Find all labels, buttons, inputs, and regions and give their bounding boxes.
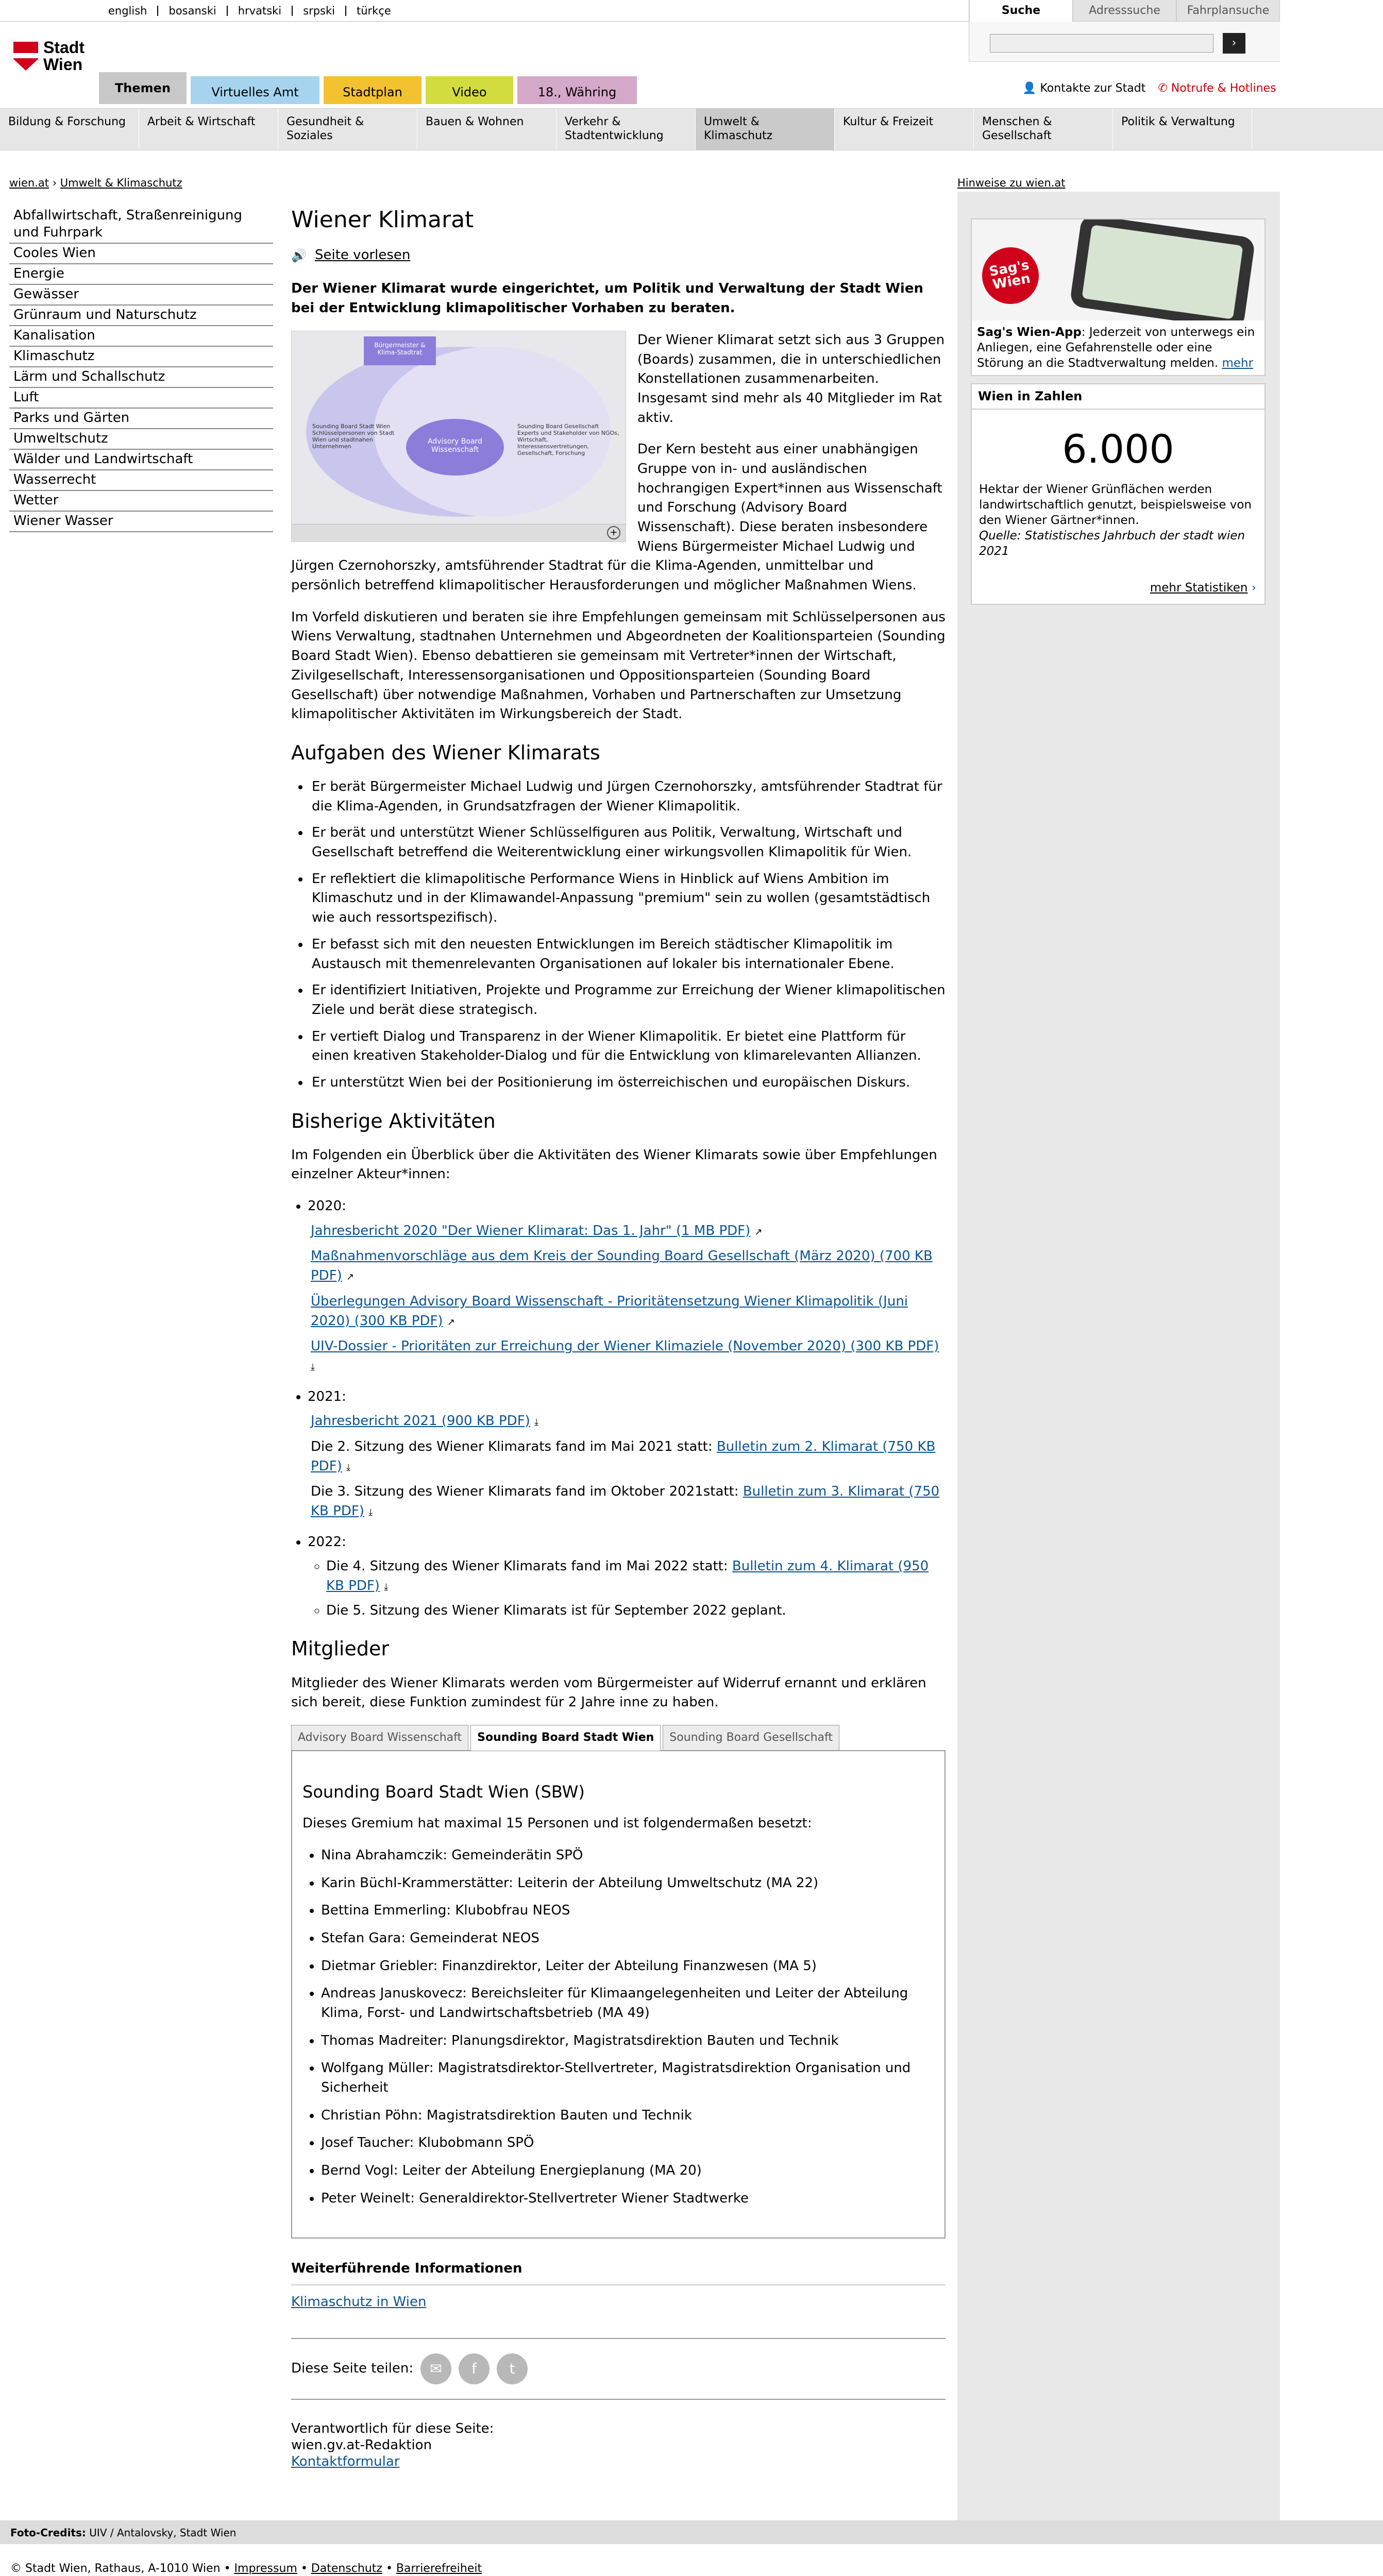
sags-title: Sag's Wien-App — [977, 326, 1082, 339]
aufgaben-list — [310, 777, 946, 1093]
pdf-link[interactable]: Bulletin zum 3. Klimarat (750 KB PDF) — [311, 1484, 940, 1519]
copyright-line: © Stadt Wien, Rathaus, A-1010 Wien • Impressum • Datenschutz • Barrierefreiheit — [10, 2562, 482, 2575]
sidebar-item[interactable]: Wetter — [9, 491, 273, 512]
sidebar-item[interactable]: Gewässer — [9, 285, 273, 306]
diagram-left-label: Sounding Board Stadt Wien Schlüsselpersonen von Stadt Wien und stadtnahen Unternehmen — [312, 422, 395, 450]
zahlen-number: 6.000 — [1062, 426, 1174, 472]
service-pills — [99, 76, 637, 104]
further-info-title: Weiterführende Informationen — [291, 2259, 946, 2286]
zahlen-text: Hektar der Wiener Grünflächen werden landwirtschaftlich genutzt, beispielsweise von den Wiener Gärtner*innen. — [979, 482, 1252, 527]
mail-share-icon[interactable]: ✉ — [420, 2353, 451, 2384]
paragraph: Im Folgenden ein Überblick über die Aktivitäten des Wiener Klimarats sowie über Empfehlungen einzelner Akteur*innen: — [291, 1147, 937, 1182]
nav-gesundheit[interactable]: Gesundheit & Soziales — [278, 109, 417, 150]
diagram-right-label: Sounding Board Gesellschaft Experts und Stakeholder von NGOs, Wirtschaft, Interessensvertretungen, Gesellschaft, Forschung — [517, 422, 619, 456]
download-icon: ⤓ — [384, 1582, 389, 1593]
responsible-label: Verantwortlich für diese Seite: — [291, 2420, 494, 2436]
list-item: • Er berät und unterstützt Wiener Schlüsselfiguren aus Politik, Verwaltung, Wirtschaft und Gesellschaft betreffend die Weiterentwicklung einer wirkungsvollen Klimapolitik für Wien. — [310, 823, 946, 862]
credits-label: Foto-Credits: — [10, 2527, 86, 2539]
download-icon: ⤓ — [346, 1462, 351, 1473]
breadcrumb-separator-icon: › — [52, 177, 60, 189]
member-item: • Nina Abrahamczik: Gemeinderätin SPÖ — [321, 1846, 934, 1866]
copyright: © Stadt Wien, Rathaus, A-1010 Wien — [10, 2562, 221, 2575]
member-item: • Andreas Januskovecz: Bereichsleiter für Klimaangelegenheiten und Leiter der Abteilung Klima, Forst- und Landwirtschaftsbetrieb (MA 49) — [321, 1984, 934, 2023]
member-item: • Stefan Gara: Gemeinderat NEOS — [321, 1929, 934, 1948]
member-item: • Josef Taucher: Klubobmann SPÖ — [321, 2133, 934, 2153]
external-link-icon: ↗ — [346, 1272, 355, 1283]
sags-wien-badge: Sag's Wien — [977, 243, 1043, 308]
sitzung-text: ◦ Die 5. Sitzung des Wiener Klimarats ist für September 2022 geplant. — [326, 1601, 946, 1621]
section-heading-aufgaben: Aufgaben des Wiener Klimarats — [291, 741, 600, 764]
responsible-name: wien.gv.at-Redaktion — [291, 2437, 432, 2453]
sitzung-text: Die 4. Sitzung des Wiener Klimarats fand im Mai 2022 statt: — [326, 1558, 732, 1574]
search-submit-button[interactable]: › — [1223, 33, 1245, 54]
logo-line-1: Stadt — [43, 38, 85, 57]
section-heading-mitglieder: Mitglieder — [291, 1637, 389, 1660]
external-link-icon: ↗ — [447, 1316, 455, 1328]
year-2022 — [308, 1533, 946, 1621]
stadt-wien-logo[interactable] — [13, 39, 85, 73]
right-column — [957, 192, 1280, 2520]
member-item: • Bettina Emmerling: Klubobfrau NEOS — [321, 1901, 934, 1921]
member-item: • Dietmar Griebler: Finanzdirektor, Leiter der Abteilung Finanzwesen (MA 5) — [321, 1957, 934, 1976]
year-2020 — [308, 1197, 946, 1376]
nav-politik[interactable]: Politik & Verwaltung — [1113, 109, 1252, 150]
twitter-share-icon[interactable]: t — [497, 2353, 528, 2384]
year-label: • 2022: — [308, 1534, 346, 1550]
external-link-icon: ↗ — [754, 1226, 763, 1238]
lead-text: Der Wiener Klimarat wurde eingerichtet, um Politik und Verwaltung der Stadt Wien bei der Entwicklung klimapolitischer Vorhaben zu beraten. — [291, 281, 923, 316]
nav-bauen[interactable]: Bauen & Wohnen — [417, 109, 556, 150]
member-item: • Karin Büchl-Krammerstätter: Leiterin der Abteilung Umweltschutz (MA 22) — [321, 1874, 934, 1893]
zahlen-title: Wien in Zahlen — [972, 384, 1264, 410]
sidebar-item[interactable]: Kanalisation — [9, 326, 273, 347]
sidebar-item[interactable]: Wiener Wasser — [9, 512, 273, 532]
member-list — [321, 1846, 934, 2209]
list-item: • Er berät Bürgermeister Michael Ludwig und Jürgen Czernohorszky, amtsführender Stadtrat für die Klima-Agenden, in Grundsatzfragen der Wiener Klimapolitik. — [310, 777, 946, 816]
share-bar — [291, 2338, 946, 2400]
breadcrumb — [9, 175, 182, 191]
wien-shield-icon — [13, 42, 38, 71]
zahlen-source: Quelle: Statistisches Jahrbuch der stadt wien 2021 — [979, 529, 1245, 558]
member-item: • Wolfgang Müller: Magistratsdirektor-Stellvertreter, Magistratsdirektion Organisation und Sicherheit — [321, 2059, 934, 2097]
sidebar-item[interactable]: Parks und Gärten — [9, 409, 273, 429]
klimarat-diagram[interactable] — [291, 331, 626, 542]
paragraph: Der Wiener Klimarat setzt sich aus 3 Gruppen (Boards) zusammen, die in unterschiedlichen Konstellationen zusammenarbeiten. Insgesamt sind mehr als 40 Mitglieder im Rat aktiv. — [637, 332, 945, 426]
sags-more-link[interactable]: mehr — [1222, 357, 1254, 370]
notrufe-link[interactable] — [1158, 80, 1276, 97]
download-icon: ⤓ — [311, 1361, 315, 1372]
breadcrumb-umwelt[interactable]: Umwelt & Klimaschutz — [60, 177, 182, 189]
diagram-center-label: Advisory Board Wissenschaft — [406, 419, 504, 476]
pill-video[interactable]: Video — [426, 76, 513, 104]
header-links — [1022, 80, 1276, 97]
sags-wien-image — [972, 219, 1264, 320]
tab-suche[interactable]: Suche — [969, 0, 1073, 22]
phone-icon: ✆ — [1158, 82, 1168, 95]
tab-sounding-board-gesellschaft[interactable]: Sounding Board Gesellschaft — [663, 1725, 839, 1750]
tab-adresssuche[interactable]: Adresssuche — [1073, 0, 1176, 22]
pdf-link[interactable]: Jahresbericht 2020 "Der Wiener Klimarat: Das 1. Jahr" (1 MB PDF) — [311, 1223, 751, 1239]
page-title: Wiener Klimarat — [291, 207, 474, 233]
wien-in-zahlen-box — [971, 383, 1266, 605]
pdf-link[interactable]: Maßnahmenvorschläge aus dem Kreis der Sounding Board Gesellschaft (März 2020) (700 KB PDF) — [311, 1248, 933, 1284]
list-item: • Er identifiziert Initiativen, Projekte und Programme zur Erreichung der Wiener klimapolitischen Ziele und berät diese strategisch. — [310, 981, 946, 1020]
member-item: • Peter Weinelt: Generaldirektor-Stellvertreter Wiener Stadtwerke — [321, 2189, 934, 2209]
sidebar-item[interactable]: Cooles Wien — [9, 244, 273, 264]
facebook-share-icon[interactable]: f — [459, 2353, 490, 2384]
logo-line-2: Wien — [43, 55, 83, 74]
panel-title: Sounding Board Stadt Wien (SBW) — [302, 1782, 585, 1802]
nav-bildung[interactable]: Bildung & Forschung — [0, 109, 139, 150]
barrierefreiheit-link[interactable]: Barrierefreiheit — [396, 2562, 482, 2575]
list-item: • Er unterstützt Wien bei der Positionierung im österreichischen und europäischen Diskurs. — [310, 1073, 946, 1093]
search-box — [969, 0, 1280, 62]
panel-intro: Dieses Gremium hat maximal 15 Personen und ist folgendermaßen besetzt: — [302, 1816, 812, 1832]
notrufe-label: Notrufe & Hotlines — [1171, 82, 1276, 95]
lang-hrvatski[interactable]: hrvatski — [228, 6, 293, 16]
sidebar-item[interactable]: Energie — [9, 264, 273, 285]
impressum-link[interactable]: Impressum — [234, 2562, 297, 2575]
kontakte-label: Kontakte zur Stadt — [1040, 82, 1146, 95]
sitzung-text: Die 2. Sitzung des Wiener Klimarats fand im Mai 2021 statt: — [311, 1438, 717, 1454]
sitzung-text: Die 3. Sitzung des Wiener Klimarats fand im Oktober 2021statt: — [311, 1484, 743, 1500]
lang-turkce[interactable]: türkçe — [356, 4, 391, 17]
pdf-link[interactable]: UIV-Dossier - Prioritäten zur Erreichung der Wiener Klimaziele (November 2020) (300 KB PDF) — [311, 1338, 939, 1354]
sidebar-item[interactable]: Wasserrecht — [9, 470, 273, 491]
pdf-link[interactable]: Bulletin zum 2. Klimarat (750 KB PDF) — [311, 1438, 936, 1474]
tab-sounding-board-stadt[interactable]: Sounding Board Stadt Wien — [470, 1725, 661, 1751]
sags-text: : Jederzeit von unterwegs ein Anliegen, eine Gefahrenstelle oder eine Störung an die Stadtverwaltung melden. — [977, 326, 1255, 370]
search-input[interactable] — [990, 34, 1213, 53]
aktivitaeten-list — [308, 1197, 946, 1620]
paragraph: Der Kern besteht aus einer unabhängigen Gruppe von in- und ausländischen hochrangigen Expert*innen aus Wissenschaft und Forschung (Advisory Board Wissenschaft). Diese beraten insbesondere Wiens Bürgermeister Michael Ludwig und Jürgen Czernohorszky, amtsführender Stadtrat für die Klima-Agenden, unmittelbar und persönlich betreffend klimapolitischer Herausforderungen und möglicher Maßnahmen Wiens. — [291, 442, 942, 594]
kontaktformular-link[interactable]: Kontaktformular — [291, 2453, 400, 2469]
download-icon: ⤓ — [368, 1507, 373, 1518]
year-label: • 2021: — [308, 1388, 346, 1404]
member-item: • Christian Pöhn: Magistratsdirektion Bauten und Technik — [321, 2106, 934, 2126]
vorlesen-button[interactable] — [291, 246, 946, 265]
sidebar-item[interactable]: Abfallwirtschaft, Straßenreinigung und Fuhrpark — [9, 206, 273, 244]
sidebar-item[interactable]: Lärm und Schallschutz — [9, 367, 273, 388]
tab-fahrplansuche[interactable]: Fahrplansuche — [1176, 0, 1280, 22]
main-navigation — [0, 108, 1383, 150]
nav-arbeit[interactable]: Arbeit & Wirtschaft — [139, 109, 278, 150]
sidebar-item[interactable]: Luft — [9, 388, 273, 409]
klimaschutz-link[interactable]: Klimaschutz in Wien — [291, 2294, 427, 2310]
hinweise-link[interactable]: Hinweise zu wien.at — [957, 177, 1066, 189]
paragraph: Im Vorfeld diskutieren und beraten sie ihre Empfehlungen gemeinsam mit Schlüsselpersonen aus Wiens Verwaltung, stadtnahen Unternehmen und Abgeordneten der Koalitionsparteien (Sounding Board Stadt Wien). Ebenso debattieren sie gemeinsam mit Vertreter*innen der Wirtschaft, Zivilgesellschaft, Interessensorganisationen und Oppositionsparteien (Sounding Board Gesellschaft) über notwendige Maßnahmen, Vorhaben und Partnerschaften zur Umsetzung klimapolitischer Aktivitäten im Wirkungsbereich der Stadt. — [291, 609, 946, 722]
kontakte-link[interactable] — [1022, 80, 1145, 97]
breadcrumb-home[interactable]: wien.at — [9, 177, 49, 189]
nav-umwelt[interactable]: Umwelt & Klimaschutz — [696, 109, 835, 150]
sidebar-item[interactable]: Wälder und Landwirtschaft — [9, 450, 273, 470]
list-item: • Er befasst sich mit den neuesten Entwicklungen im Bereich städtischer Klimapolitik im Austausch mit themenrelevanten Organisationen auf lokaler bis internationaler Ebene. — [310, 935, 946, 974]
lang-srpski[interactable]: srpski — [293, 6, 346, 16]
share-label: Diese Seite teilen: — [291, 2361, 414, 2377]
member-item: • Thomas Madreiter: Planungsdirektor, Magistratsdirektion Bauten und Technik — [321, 2031, 934, 2051]
chevron-right-icon: › — [1251, 581, 1256, 595]
pdf-link[interactable]: Überlegungen Advisory Board Wissenschaft - Prioritätensetzung Wiener Klimapolitik (Juni 2020) (300 KB PDF) — [311, 1293, 908, 1329]
list-item: • Er vertieft Dialog und Transparenz in der Wiener Klimapolitik. Er bietet eine Plattform für einen kreativen Stakeholder-Dialog und für die Entwicklung von klimarelevanten Allianzen. — [310, 1027, 946, 1066]
pill-virtuelles-amt[interactable]: Virtuelles Amt — [191, 76, 319, 104]
speaker-icon: 🔊 — [291, 248, 307, 263]
mehr-statistiken-link[interactable]: mehr Statistiken — [1150, 581, 1248, 595]
tab-advisory-board[interactable]: Advisory Board Wissenschaft — [291, 1725, 468, 1750]
list-item: • Er reflektiert die klimapolitische Performance Wiens in Hinblick auf Wiens Ambition im Klimaschutz und in der Klimawandel-Anpassung "premium" sein zu wollen (gesamtstädtisch wie auch ressortspezifisch). — [310, 870, 946, 928]
sidebar-item[interactable]: Grünraum und Naturschutz — [9, 306, 273, 326]
nav-kultur[interactable]: Kultur & Freizeit — [835, 109, 974, 150]
pdf-link[interactable]: Bulletin zum 4. Klimarat (950 KB PDF) — [326, 1558, 929, 1594]
nav-menschen[interactable]: Menschen & Gesellschaft — [974, 109, 1113, 150]
pill-themen[interactable]: Themen — [99, 72, 187, 104]
main-content — [291, 204, 946, 2470]
download-icon: ⤓ — [534, 1417, 539, 1428]
image-caption-bar — [292, 524, 626, 541]
year-label: • 2020: — [308, 1198, 346, 1214]
diagram-top-label: Bürgermeister & Klima-Stadtrat — [364, 336, 436, 365]
member-item: • Bernd Vogl: Leiter der Abteilung Energieplanung (MA 20) — [321, 2161, 934, 2181]
lang-bosanski[interactable]: bosanski — [158, 6, 227, 16]
foto-credits — [0, 2520, 1383, 2544]
tab-panel — [291, 1750, 946, 2239]
nav-verkehr[interactable]: Verkehr & Stadtentwicklung — [556, 109, 696, 150]
paragraph: Mitglieder des Wiener Klimarats werden vom Bürgermeister auf Widerruf ernannt und erklären sich bereit, diese Funktion zumindest für 2 Jahre inne zu haben. — [291, 1675, 926, 1710]
year-2021 — [308, 1387, 946, 1521]
sidebar — [9, 206, 273, 532]
section-heading-aktivitaeten: Bisherige Aktivitäten — [291, 1109, 496, 1132]
datenschutz-link[interactable]: Datenschutz — [311, 2562, 382, 2575]
pill-district[interactable]: 18., Währing — [517, 76, 637, 104]
language-bar — [0, 0, 969, 22]
zoom-icon[interactable]: + — [607, 526, 620, 539]
member-tabs — [291, 1725, 946, 1750]
pill-stadtplan[interactable]: Stadtplan — [324, 76, 421, 104]
credits-text: UIV / Antalovsky, Stadt Wien — [86, 2527, 237, 2539]
sidebar-item[interactable]: Umweltschutz — [9, 429, 273, 450]
sidebar-item[interactable]: Klimaschutz — [9, 347, 273, 367]
pdf-link[interactable]: Jahresbericht 2021 (900 KB PDF) — [311, 1413, 530, 1429]
vorlesen-label: Seite vorlesen — [315, 247, 411, 263]
lang-english[interactable]: english — [98, 6, 158, 16]
person-icon: 👤 — [1022, 82, 1037, 95]
sags-wien-teaser[interactable] — [971, 218, 1266, 376]
